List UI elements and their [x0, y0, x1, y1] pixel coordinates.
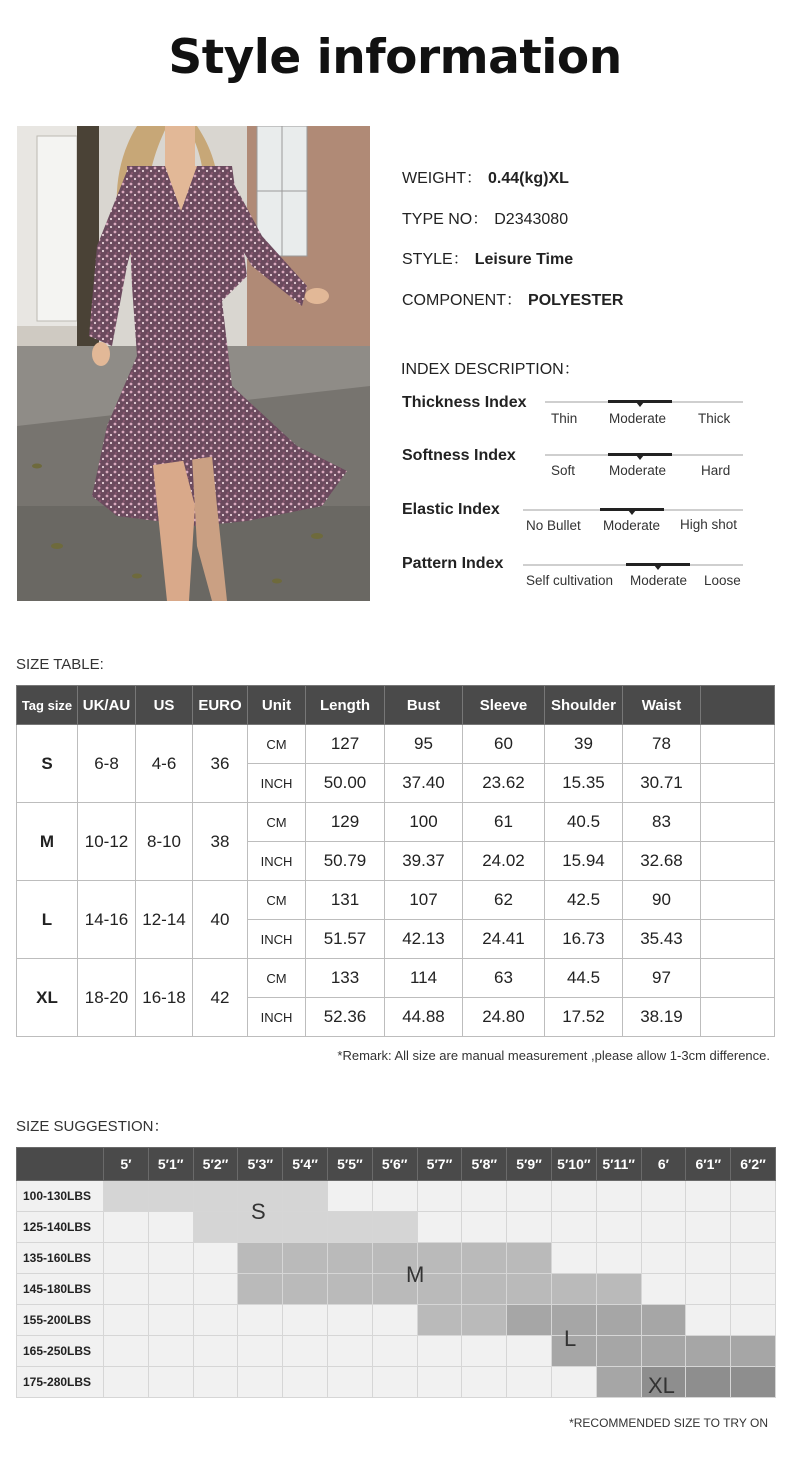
suggestion-cell	[148, 1367, 193, 1398]
empty-cell	[701, 803, 775, 842]
length-cell: 52.36	[306, 998, 385, 1037]
suggestion-cell	[507, 1243, 552, 1274]
suggestion-cell	[148, 1212, 193, 1243]
table-row	[17, 1305, 776, 1336]
suggestion-cell	[641, 1336, 686, 1367]
unit-cell: CM	[248, 803, 306, 842]
thickness-index-label: Thickness Index	[402, 394, 527, 411]
suggestion-cell	[731, 1336, 776, 1367]
height-header: 5′11″	[596, 1148, 641, 1181]
softness-index-label: Softness Index	[402, 447, 516, 464]
size-us: 12-14	[136, 881, 193, 959]
height-header: 5′6″	[372, 1148, 417, 1181]
header-uk-au: UK/AU	[78, 686, 136, 725]
suggestion-cell	[641, 1212, 686, 1243]
suggestion-cell	[372, 1212, 417, 1243]
suggestion-cell	[417, 1212, 462, 1243]
height-header: 6′	[641, 1148, 686, 1181]
bust-cell: 37.40	[385, 764, 463, 803]
suggestion-cell	[462, 1305, 507, 1336]
size-suggestion-table	[16, 1147, 776, 1398]
bust-cell: 114	[385, 959, 463, 998]
shoulder-cell: 39	[545, 725, 623, 764]
suggestion-cell	[193, 1212, 238, 1243]
suggestion-cell	[641, 1274, 686, 1305]
suggestion-cell	[193, 1243, 238, 1274]
suggestion-cell	[596, 1181, 641, 1212]
waist-cell: 97	[623, 959, 701, 998]
suggestion-cell	[283, 1336, 328, 1367]
empty-cell	[701, 881, 775, 920]
empty-cell	[701, 920, 775, 959]
suggestion-cell	[104, 1274, 149, 1305]
softness-selected-marker	[608, 453, 672, 456]
header-unit: Unit	[248, 686, 306, 725]
index-description-title: INDEX DESCRIPTION：	[401, 361, 580, 378]
weight-label: 155-200LBS	[17, 1305, 104, 1336]
empty-cell	[701, 998, 775, 1037]
empty-cell	[701, 725, 775, 764]
height-header: 5′10″	[551, 1148, 596, 1181]
size-tag: S	[17, 725, 78, 803]
size-us: 8-10	[136, 803, 193, 881]
suggestion-cell	[193, 1336, 238, 1367]
suggestion-cell	[148, 1305, 193, 1336]
thickness-selected-marker	[608, 400, 672, 403]
shoulder-cell: 42.5	[545, 881, 623, 920]
length-cell: 129	[306, 803, 385, 842]
product-photo	[17, 126, 370, 601]
info-type-no	[402, 206, 568, 229]
suggestion-cell	[283, 1243, 328, 1274]
size-table	[16, 685, 775, 1037]
suggestion-cell	[551, 1367, 596, 1398]
height-header: 5′7″	[417, 1148, 462, 1181]
suggestion-cell	[193, 1181, 238, 1212]
pattern-option-loose: Loose	[704, 573, 741, 588]
zone-label-s: S	[251, 1199, 266, 1224]
suggestion-cell	[596, 1274, 641, 1305]
length-cell: 51.57	[306, 920, 385, 959]
thickness-option-thick: Thick	[698, 411, 731, 426]
suggestion-cell	[417, 1305, 462, 1336]
zone-label-m: M	[406, 1262, 425, 1287]
suggestion-cell	[507, 1212, 552, 1243]
suggestion-cell	[193, 1305, 238, 1336]
zone-label-xl: XL	[648, 1373, 675, 1398]
suggestion-cell	[551, 1274, 596, 1305]
suggestion-cell	[551, 1181, 596, 1212]
suggestion-cell	[462, 1212, 507, 1243]
shoulder-cell: 16.73	[545, 920, 623, 959]
size-table-header-row	[17, 686, 775, 725]
shoulder-cell: 15.94	[545, 842, 623, 881]
size-uk: 18-20	[78, 959, 136, 1037]
header-length: Length	[306, 686, 385, 725]
size-euro: 36	[193, 725, 248, 803]
suggestion-cell	[596, 1367, 641, 1398]
suggestion-cell	[507, 1181, 552, 1212]
sleeve-cell: 23.62	[463, 764, 545, 803]
header-corner	[17, 1148, 104, 1181]
suggestion-cell	[283, 1367, 328, 1398]
size-table-title: SIZE TABLE:	[16, 656, 104, 673]
table-row	[17, 1181, 776, 1212]
shoulder-cell: 44.5	[545, 959, 623, 998]
bust-cell: 39.37	[385, 842, 463, 881]
sleeve-cell: 62	[463, 881, 545, 920]
waist-cell: 32.68	[623, 842, 701, 881]
suggestion-cell	[731, 1367, 776, 1398]
length-cell: 50.79	[306, 842, 385, 881]
suggestion-cell	[731, 1212, 776, 1243]
suggestion-cell	[731, 1274, 776, 1305]
bust-cell: 100	[385, 803, 463, 842]
shoulder-cell: 15.35	[545, 764, 623, 803]
suggestion-cell	[104, 1243, 149, 1274]
suggestion-cell	[327, 1274, 372, 1305]
length-cell: 133	[306, 959, 385, 998]
elastic-index-label: Elastic Index	[402, 501, 500, 518]
suggestion-cell	[731, 1243, 776, 1274]
size-suggestion-header-row	[17, 1148, 776, 1181]
unit-cell: CM	[248, 725, 306, 764]
height-header: 5′1″	[148, 1148, 193, 1181]
thickness-option-moderate: Moderate	[609, 411, 667, 426]
info-style-key: STYLE：	[402, 251, 469, 268]
info-weight	[402, 165, 569, 188]
size-euro: 42	[193, 959, 248, 1037]
shoulder-cell: 17.52	[545, 998, 623, 1037]
suggestion-cell	[372, 1181, 417, 1212]
suggestion-cell	[641, 1305, 686, 1336]
size-tag: L	[17, 881, 78, 959]
suggestion-cell	[507, 1305, 552, 1336]
suggestion-cell	[238, 1336, 283, 1367]
weight-label: 145-180LBS	[17, 1274, 104, 1305]
unit-cell: INCH	[248, 764, 306, 803]
suggestion-cell	[462, 1181, 507, 1212]
shoulder-cell: 40.5	[545, 803, 623, 842]
sleeve-cell: 61	[463, 803, 545, 842]
header-tag-size: Tag size	[17, 686, 78, 725]
header-waist: Waist	[623, 686, 701, 725]
suggestion-cell	[462, 1336, 507, 1367]
weight-label: 125-140LBS	[17, 1212, 104, 1243]
elastic-option-moderate: Moderate	[603, 518, 661, 533]
height-header: 5′	[104, 1148, 149, 1181]
suggestion-cell	[104, 1336, 149, 1367]
waist-cell: 30.71	[623, 764, 701, 803]
bust-cell: 107	[385, 881, 463, 920]
suggestion-cell	[283, 1305, 328, 1336]
height-header: 5′8″	[462, 1148, 507, 1181]
size-euro: 40	[193, 881, 248, 959]
weight-label: 100-130LBS	[17, 1181, 104, 1212]
suggestion-cell	[596, 1305, 641, 1336]
height-header: 5′2″	[193, 1148, 238, 1181]
softness-option-soft: Soft	[551, 463, 576, 478]
suggestion-cell	[238, 1367, 283, 1398]
height-header: 6′2″	[731, 1148, 776, 1181]
suggestion-cell	[238, 1243, 283, 1274]
suggestion-cell	[104, 1181, 149, 1212]
length-cell: 127	[306, 725, 385, 764]
table-row	[17, 803, 775, 842]
suggestion-cell	[731, 1305, 776, 1336]
elastic-selected-marker	[600, 508, 664, 511]
info-component	[402, 287, 623, 310]
header-us: US	[136, 686, 193, 725]
suggestion-cell	[596, 1212, 641, 1243]
table-row	[17, 725, 775, 764]
size-tag: XL	[17, 959, 78, 1037]
suggestion-cell	[148, 1181, 193, 1212]
size-uk: 14-16	[78, 881, 136, 959]
suggestion-cell	[238, 1305, 283, 1336]
suggestion-cell	[193, 1367, 238, 1398]
table-row	[17, 881, 775, 920]
bust-cell: 42.13	[385, 920, 463, 959]
suggestion-cell	[686, 1212, 731, 1243]
suggestion-cell	[327, 1305, 372, 1336]
size-remark: *Remark: All size are manual measurement ,please allow 1-3cm difference.	[337, 1048, 770, 1063]
height-header: 5′9″	[507, 1148, 552, 1181]
suggestion-cell	[193, 1274, 238, 1305]
info-component-value: POLYESTER	[528, 292, 624, 309]
sleeve-cell: 24.80	[463, 998, 545, 1037]
info-weight-key: WEIGHT：	[402, 170, 482, 187]
empty-cell	[701, 842, 775, 881]
suggestion-cell	[372, 1336, 417, 1367]
header-empty	[701, 686, 775, 725]
unit-cell: CM	[248, 959, 306, 998]
suggestion-cell	[417, 1367, 462, 1398]
softness-option-hard: Hard	[701, 463, 731, 478]
pattern-option-self-cultivation: Self cultivation	[526, 573, 614, 588]
bust-cell: 44.88	[385, 998, 463, 1037]
suggestion-cell	[731, 1181, 776, 1212]
suggestion-cell	[462, 1367, 507, 1398]
suggestion-cell	[238, 1274, 283, 1305]
suggestion-cell	[596, 1336, 641, 1367]
page-title: Style information	[168, 30, 622, 85]
unit-cell: CM	[248, 881, 306, 920]
sleeve-cell: 63	[463, 959, 545, 998]
suggestion-cell	[327, 1367, 372, 1398]
unit-cell: INCH	[248, 998, 306, 1037]
header-sleeve: Sleeve	[463, 686, 545, 725]
table-row	[17, 1212, 776, 1243]
pattern-option-moderate: Moderate	[630, 573, 688, 588]
table-row	[17, 959, 775, 998]
elastic-option-high-shot: High shot	[680, 517, 738, 532]
suggestion-cell	[148, 1243, 193, 1274]
unit-cell: INCH	[248, 842, 306, 881]
table-row	[17, 1336, 776, 1367]
height-header: 5′3″	[238, 1148, 283, 1181]
info-style-value: Leisure Time	[474, 251, 574, 268]
waist-cell: 35.43	[623, 920, 701, 959]
height-header: 5′5″	[327, 1148, 372, 1181]
size-suggestion-title: SIZE SUGGESTION：	[16, 1118, 169, 1135]
suggestion-cell	[283, 1212, 328, 1243]
suggestion-cell	[686, 1243, 731, 1274]
suggestion-cell	[462, 1274, 507, 1305]
waist-cell: 90	[623, 881, 701, 920]
height-header: 6′1″	[686, 1148, 731, 1181]
size-uk: 6-8	[78, 725, 136, 803]
sleeve-cell: 24.41	[463, 920, 545, 959]
suggestion-cell	[104, 1212, 149, 1243]
suggestion-cell	[327, 1181, 372, 1212]
suggestion-cell	[327, 1336, 372, 1367]
suggestion-cell	[327, 1212, 372, 1243]
suggestion-cell	[686, 1367, 731, 1398]
weight-label: 165-250LBS	[17, 1336, 104, 1367]
empty-cell	[701, 959, 775, 998]
recommended-note: *RECOMMENDED SIZE TO TRY ON	[569, 1416, 768, 1430]
waist-cell: 78	[623, 725, 701, 764]
length-cell: 131	[306, 881, 385, 920]
unit-cell: INCH	[248, 920, 306, 959]
header-euro: EURO	[193, 686, 248, 725]
suggestion-cell	[417, 1181, 462, 1212]
weight-label: 135-160LBS	[17, 1243, 104, 1274]
empty-cell	[701, 764, 775, 803]
suggestion-cell	[104, 1305, 149, 1336]
header-bust: Bust	[385, 686, 463, 725]
suggestion-cell	[686, 1274, 731, 1305]
suggestion-cell	[551, 1243, 596, 1274]
info-style	[402, 246, 573, 269]
size-us: 16-18	[136, 959, 193, 1037]
size-uk: 10-12	[78, 803, 136, 881]
size-tag: M	[17, 803, 78, 881]
table-row	[17, 1243, 776, 1274]
waist-cell: 38.19	[623, 998, 701, 1037]
info-component-key: COMPONENT：	[402, 292, 523, 309]
suggestion-cell	[372, 1305, 417, 1336]
waist-cell: 83	[623, 803, 701, 842]
suggestion-cell	[283, 1274, 328, 1305]
table-row	[17, 1274, 776, 1305]
suggestion-cell	[372, 1367, 417, 1398]
pattern-selected-marker	[626, 563, 690, 566]
suggestion-cell	[462, 1243, 507, 1274]
sleeve-cell: 60	[463, 725, 545, 764]
length-cell: 50.00	[306, 764, 385, 803]
suggestion-cell	[327, 1243, 372, 1274]
elastic-option-no-bullet: No Bullet	[526, 518, 581, 533]
suggestion-cell	[148, 1274, 193, 1305]
info-weight-value: 0.44(kg)XL	[488, 170, 569, 187]
suggestion-cell	[417, 1336, 462, 1367]
header-shoulder: Shoulder	[545, 686, 623, 725]
suggestion-cell	[686, 1305, 731, 1336]
height-header: 5′4″	[283, 1148, 328, 1181]
zone-label-l: L	[564, 1326, 577, 1351]
suggestion-cell	[596, 1243, 641, 1274]
size-us: 4-6	[136, 725, 193, 803]
info-type-no-value: D2343080	[494, 211, 569, 228]
size-euro: 38	[193, 803, 248, 881]
thickness-option-thin: Thin	[551, 411, 578, 426]
sleeve-cell: 24.02	[463, 842, 545, 881]
suggestion-cell	[148, 1336, 193, 1367]
bust-cell: 95	[385, 725, 463, 764]
suggestion-cell	[686, 1181, 731, 1212]
suggestion-cell	[507, 1336, 552, 1367]
weight-label: 175-280LBS	[17, 1367, 104, 1398]
suggestion-cell	[104, 1367, 149, 1398]
suggestion-cell	[551, 1212, 596, 1243]
suggestion-cell	[641, 1243, 686, 1274]
suggestion-cell	[507, 1367, 552, 1398]
pattern-index-label: Pattern Index	[402, 555, 504, 572]
suggestion-cell	[507, 1274, 552, 1305]
info-type-no-key: TYPE NO：	[402, 211, 489, 228]
suggestion-cell	[686, 1336, 731, 1367]
suggestion-cell	[283, 1181, 328, 1212]
softness-option-moderate: Moderate	[609, 463, 667, 478]
suggestion-cell	[641, 1181, 686, 1212]
